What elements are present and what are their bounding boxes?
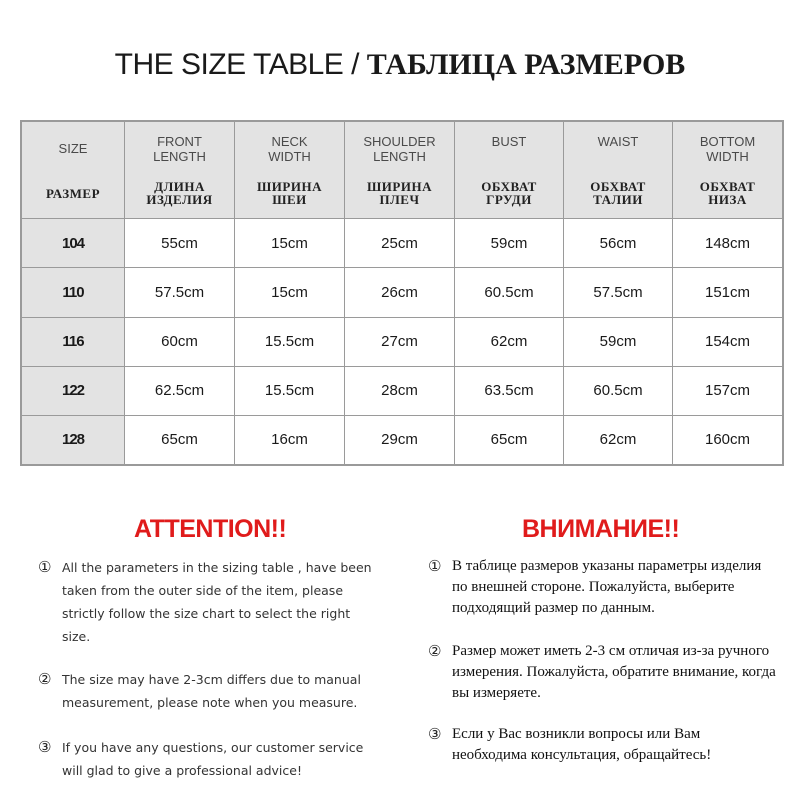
- header-label-russian: ОБХВАТ НИЗА: [699, 179, 756, 208]
- table-row: [22, 268, 782, 317]
- measurement-cell: 25cm: [345, 219, 455, 268]
- attention-title-english: ATTENTION!!: [134, 515, 287, 543]
- measurement-cell: 28cm: [345, 367, 455, 416]
- table-row: [22, 318, 782, 367]
- measurement-cell: 60cm: [125, 318, 235, 367]
- size-value-cell: 122: [22, 367, 125, 416]
- table-header-cell: [455, 122, 564, 219]
- measurement-cell: 59cm: [455, 219, 564, 268]
- header-label-english: SIZE: [58, 140, 88, 156]
- measurement-cell: 16cm: [235, 416, 345, 464]
- note-number: ③: [38, 738, 52, 756]
- table-row: [22, 219, 782, 268]
- size-value-cell: 116: [22, 318, 125, 367]
- header-label-english: SHOULDER LENGTH: [363, 134, 436, 165]
- header-label-russian: ОБХВАТ ГРУДИ: [481, 179, 537, 208]
- measurement-cell: 62.5cm: [125, 367, 235, 416]
- header-label-english: BOTTOM WIDTH: [699, 134, 756, 165]
- measurement-cell: 65cm: [125, 416, 235, 464]
- size-table: [20, 120, 784, 466]
- measurement-cell: 160cm: [704, 431, 751, 449]
- note-text: Если у Вас возникли вопросы или Вам необходима консультация, обращайтесь!: [452, 726, 712, 763]
- table-header-cell: [564, 122, 673, 219]
- measurement-cell: 154cm: [673, 318, 782, 367]
- attention-title-russian: ВНИМАНИЕ!!: [522, 515, 680, 543]
- title-russian: ТАБЛИЦА РАЗМЕРОВ: [366, 48, 686, 81]
- measurement-cell: 65cm: [455, 416, 564, 464]
- measurement-cell: 151cm: [673, 268, 782, 317]
- note-text: The size may have 2-3cm differs due to manual measurement, please note when you measure.: [62, 672, 361, 710]
- header-label-english: BUST: [491, 134, 527, 150]
- measurement-cell: 60.5cm: [455, 268, 564, 317]
- attention-note: [38, 556, 382, 648]
- measurement-cell: 29cm: [345, 416, 455, 464]
- note-text: All the parameters in the sizing table , have been taken from the outer side of the item, please strictly follow the size chart to select the right size.: [62, 560, 372, 644]
- table-header-cell: [345, 122, 455, 219]
- measurement-cell: 60.5cm: [564, 367, 673, 416]
- attention-note: [428, 556, 778, 619]
- note-number: ②: [428, 642, 442, 660]
- title-english: THE SIZE TABLE /: [114, 48, 367, 81]
- note-text: Размер может иметь 2-3 см отличая из-за ручного измерения. Пожалуйста, обратите внимание, когда вы измеряете.: [452, 643, 776, 701]
- measurement-cell: 27cm: [345, 318, 455, 367]
- note-text: В таблице размеров указаны параметры изделия по внешней стороне. Пожалуйста, выберите подходящий размер по данным.: [452, 558, 762, 616]
- measurement-cell: 15cm: [235, 268, 345, 317]
- header-label-english: WAIST: [597, 134, 639, 150]
- table-header-cell: [125, 122, 235, 219]
- table-header-cell: [22, 122, 125, 219]
- attention-notes-russian: [428, 556, 778, 786]
- table-header-row: [22, 122, 782, 219]
- table-header-cell: [673, 122, 782, 219]
- note-number: ③: [428, 725, 442, 743]
- note-number: ①: [38, 558, 52, 576]
- header-label-russian: ДЛИНА ИЗДЕЛИЯ: [146, 179, 213, 208]
- measurement-cell: 57.5cm: [125, 268, 235, 317]
- table-row: [22, 367, 782, 416]
- measurement-cell: 15cm: [235, 219, 345, 268]
- measurement-cell: 59cm: [564, 318, 673, 367]
- page-title: [0, 48, 800, 82]
- table-row: [22, 416, 782, 464]
- size-value-cell: 104: [22, 219, 125, 268]
- table-header-cell: [235, 122, 345, 219]
- size-value-cell: 110: [22, 268, 125, 317]
- attention-note: [428, 724, 778, 766]
- header-label-russian: ОБХВАТ ТАЛИИ: [590, 179, 646, 208]
- attention-note: [38, 668, 382, 714]
- header-label-russian: РАЗМЕР: [45, 185, 101, 201]
- measurement-cell: 148cm: [673, 219, 782, 268]
- header-label-english: NECK WIDTH: [268, 134, 311, 165]
- note-text: If you have any questions, our customer service will glad to give a professional advice!: [62, 740, 364, 778]
- measurement-cell: 157cm: [673, 367, 782, 416]
- measurement-cell: 15.5cm: [235, 367, 345, 416]
- header-label-russian: ШИРИНА ПЛЕЧ: [367, 179, 432, 208]
- measurement-cell: 26cm: [345, 268, 455, 317]
- note-number: ②: [38, 670, 52, 688]
- size-value-cell: 128: [22, 416, 125, 464]
- attention-notes-english: [38, 556, 382, 802]
- measurement-cell: 55cm: [125, 219, 235, 268]
- attention-note: [428, 641, 778, 704]
- measurement-cell: 63.5cm: [455, 367, 564, 416]
- measurement-cell: 15.5cm: [235, 318, 345, 367]
- measurement-cell: 56cm: [564, 219, 673, 268]
- measurement-cell: 57.5cm: [564, 268, 673, 317]
- header-label-english: FRONT LENGTH: [153, 134, 206, 165]
- measurement-cell: 62cm: [564, 416, 673, 464]
- attention-note: [38, 736, 382, 782]
- note-number: ①: [428, 557, 442, 575]
- measurement-cell: 62cm: [455, 318, 564, 367]
- header-label-russian: ШИРИНА ШЕИ: [257, 179, 322, 208]
